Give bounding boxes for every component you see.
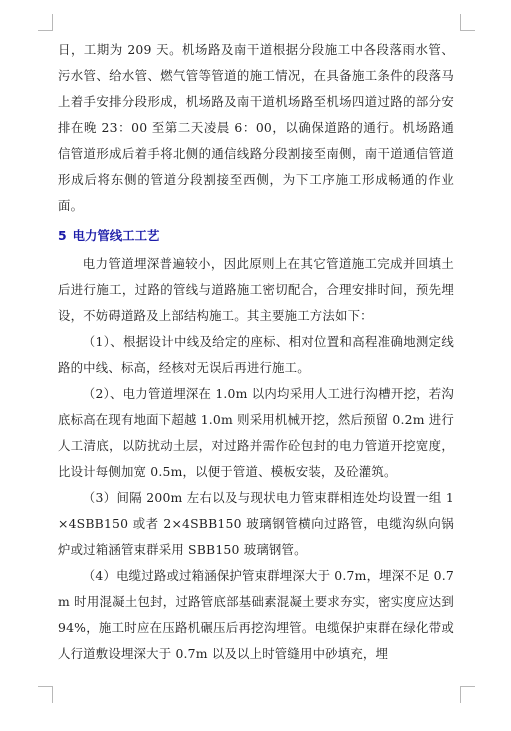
document-body [58, 37, 454, 667]
section-title: 电力管线工工艺 [72, 228, 160, 243]
paragraph-step-3: （3）间隔 200m 左右以及与现状电力管束群相连处均设置一组 1×4SBB150 或者 2×4SBB150 玻璃钢管横向过路管，电缆沟纵向锅炉或过箱涵管束群采用 SBB150 玻璃钢管。 [58, 490, 454, 557]
paragraph-intro: 电力管道埋深普遍较小，因此原则上在其它管道施工完成并回填土后进行施工，过路的管线与道路施工密切配合，合理安排时间，预先埋设，不妨碍道路及上部结构施工。其主要施工方法如下： [58, 256, 454, 323]
crop-mark-bottom-left [38, 686, 53, 703]
section-number: 5 [58, 228, 67, 243]
paragraph-step-2: （2）、电力管道埋深在 1.0m 以内均采用人工进行沟槽开挖，若沟底标高在现有地面下超越 1.0m 则采用机械开挖，然后预留 0.2m 进行人工清底，以防扰动土层，对过路并需作砼包封的电力管道开挖宽度，比设计每侧加宽 0.5m，以便于管道、模板安装，及砼灌筑。 [58, 386, 454, 479]
crop-mark-top-left [38, 14, 53, 31]
crop-mark-bottom-right [460, 686, 475, 703]
section-heading [58, 223, 454, 249]
paragraph-step-1: （1）、根据设计中线及给定的座标、相对位置和高程准确地测定线路的中线、标高，经核对无误后再进行施工。 [58, 334, 454, 375]
paragraph-schedule: 日，工期为 209 天。机场路及南干道根据分段施工中各段落雨水管、污水管、给水管、燃气管等管道的施工情况，在具备施工条件的段落马上着手安排分段形成，机场路及南干道机场路至机场四道过路的部分安排在晚 23：00 至第二天凌晨 6：00，以确保道路的通行。机场路通信管道形成后着手将北侧的通信线路分段割接至南侧，南干道通信管道形成后将东侧的管道分段割接至西侧，为下工序施工形成畅通的作业面。 [58, 42, 454, 213]
paragraph-step-4: （4）电缆过路或过箱涵保护管束群埋深大于 0.7m，埋深不足 0.7m 时用混凝土包封，过路管底部基础素混凝土要求夯实，密实度应达到 94%，施工时应在压路机碾压后再挖沟埋管。电缆保护束群在绿化带或人行道敷设埋深大于 0.7m 以及以上时管缝用中砂填充，埋 [58, 568, 454, 661]
crop-mark-top-right [460, 14, 475, 31]
